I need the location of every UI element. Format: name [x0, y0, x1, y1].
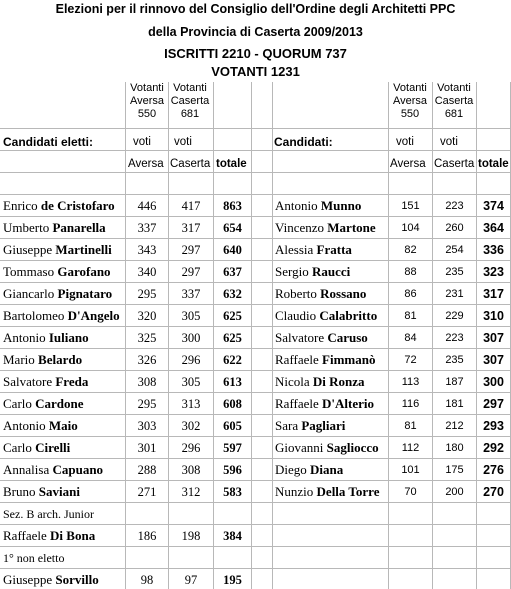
votes-caserta: 254: [445, 244, 464, 256]
grid-horizontal-line: [0, 128, 511, 129]
candidate-first-name: Bruno: [3, 484, 39, 499]
grid-horizontal-line: [0, 348, 511, 349]
votes-aversa: 320: [137, 309, 157, 323]
votes-aversa: 303: [137, 419, 157, 433]
candidate-first-name: Tommaso: [3, 264, 58, 279]
votes-aversa: 70: [404, 486, 417, 498]
votes-aversa: 86: [404, 288, 417, 300]
votes-total: 276: [483, 463, 504, 477]
right-aversa-header-top: Votanti: [393, 82, 427, 94]
votes-caserta: 181: [445, 398, 464, 410]
votes-caserta: 302: [181, 419, 201, 433]
candidate-name: [3, 527, 95, 545]
votes-total: 292: [483, 441, 504, 455]
votes-total: 364: [483, 221, 504, 235]
candidate-last-name: Pagliari: [301, 418, 346, 433]
left-voti-1: voti: [133, 136, 151, 148]
candidate-name: [3, 483, 80, 501]
grid-horizontal-line: [0, 392, 511, 393]
candidate-first-name: Giuseppe: [3, 572, 56, 587]
candidate-last-name: Diana: [310, 462, 344, 477]
candidate-name: [275, 197, 361, 215]
title-line-1: Elezioni per il rinnovo del Consiglio dell'Ordine degli Architetti PPC: [55, 2, 456, 16]
votes-aversa: 295: [137, 287, 157, 301]
candidate-last-name: Freda: [55, 374, 89, 389]
votes-total: 336: [483, 243, 504, 257]
grid-horizontal-line: [0, 568, 511, 569]
votes-caserta: 200: [445, 486, 464, 498]
votes-caserta: 296: [181, 441, 201, 455]
candidate-name: [275, 241, 352, 259]
candidate-first-name: Nicola: [275, 374, 313, 389]
grid-horizontal-line: [0, 194, 511, 195]
candidate-last-name: Garofano: [57, 264, 111, 279]
candidate-last-name: Della Torre: [316, 484, 380, 499]
candidate-name: [3, 351, 82, 369]
votes-total: 640: [223, 243, 242, 257]
votes-aversa: 81: [404, 420, 417, 432]
votes-total: 625: [223, 309, 242, 323]
candidate-first-name: Raffaele: [275, 352, 323, 367]
votes-aversa: 72: [404, 354, 417, 366]
votes-caserta: 297: [181, 243, 201, 257]
candidate-last-name: Panarella: [52, 220, 106, 235]
votes-total: 605: [223, 419, 242, 433]
candidate-last-name: Fratta: [316, 242, 352, 257]
votes-aversa: 446: [137, 199, 157, 213]
grid-horizontal-line: [0, 260, 511, 261]
candidate-last-name: Di Ronza: [312, 374, 365, 389]
votes-total: 293: [483, 419, 504, 433]
votes-aversa: 325: [137, 331, 157, 345]
votes-total: 300: [483, 375, 504, 389]
candidate-name: [275, 219, 376, 237]
votes-caserta: 175: [445, 464, 464, 476]
votes-aversa: 88: [404, 266, 417, 278]
candidate-first-name: Salvatore: [275, 330, 328, 345]
candidate-first-name: Alessia: [275, 242, 317, 257]
grid-vertical-line: [251, 82, 252, 589]
votes-total: 637: [223, 265, 242, 279]
right-aversa-header: [389, 82, 431, 121]
left-caserta-header: [168, 82, 212, 121]
candidate-first-name: Antonio: [3, 418, 49, 433]
candidate-name: [275, 263, 350, 281]
candidate-name: [3, 571, 99, 589]
votes-total: 608: [223, 397, 242, 411]
candidate-first-name: Vincenzo: [275, 220, 328, 235]
votes-aversa: 337: [137, 221, 157, 235]
grid-horizontal-line: [0, 326, 511, 327]
candidate-name: [3, 461, 103, 479]
votes-caserta: 198: [181, 529, 201, 543]
votes-aversa: 271: [137, 485, 157, 499]
candidate-last-name: Saviani: [38, 484, 80, 499]
candidate-name: [3, 417, 78, 435]
votes-caserta: 229: [445, 310, 464, 322]
votes-caserta: 305: [181, 309, 201, 323]
candidate-name: [3, 285, 112, 303]
votes-aversa: 326: [137, 353, 157, 367]
candidate-last-name: Iuliano: [48, 330, 89, 345]
candidate-last-name: Sagliocco: [326, 440, 379, 455]
right-caserta-label: Caserta: [434, 158, 475, 170]
candidate-last-name: Di Bona: [50, 528, 96, 543]
votes-caserta: 313: [181, 397, 201, 411]
candidate-name: [275, 285, 366, 303]
votes-caserta: 308: [181, 463, 201, 477]
votes-caserta: 212: [445, 420, 464, 432]
left-aversa-header-mid: Aversa: [129, 95, 165, 107]
candidate-name: [3, 329, 89, 347]
votes-total: 597: [223, 441, 242, 455]
candidate-name: [3, 263, 111, 281]
votes-total: 622: [223, 353, 242, 367]
candidate-last-name: Cirelli: [35, 440, 71, 455]
right-caserta-header-mid: Caserta: [434, 95, 474, 107]
votes-aversa: 112: [401, 442, 420, 454]
candidate-name: [3, 197, 115, 215]
candidate-first-name: Raffaele: [3, 528, 51, 543]
candidate-name: [275, 351, 376, 369]
candidate-name: [275, 483, 379, 501]
candidate-name: [275, 373, 365, 391]
votes-aversa: 116: [401, 398, 420, 410]
grid-horizontal-line: [0, 458, 511, 459]
votes-aversa: 288: [137, 463, 157, 477]
left-caserta-label: Caserta: [170, 158, 211, 170]
candidate-first-name: Nunzio: [275, 484, 317, 499]
candidate-first-name: Mario: [3, 352, 39, 367]
candidate-first-name: Carlo: [3, 440, 36, 455]
candidate-first-name: Sergio: [275, 264, 312, 279]
votes-caserta: 317: [181, 221, 201, 235]
grid-horizontal-line: [0, 546, 511, 547]
votes-caserta: 97: [184, 573, 198, 587]
right-section-label: Candidati:: [274, 135, 333, 149]
votes-aversa: 295: [137, 397, 157, 411]
candidate-name: [3, 219, 106, 237]
votes-caserta: 312: [181, 485, 201, 499]
right-caserta-header-top: Votanti: [437, 82, 471, 94]
votes-total: 625: [223, 331, 242, 345]
votes-caserta: 417: [181, 199, 201, 213]
candidate-last-name: Belardo: [38, 352, 83, 367]
grid-horizontal-line: [0, 524, 511, 525]
left-caserta-header-top: Votanti: [173, 82, 207, 94]
left-caserta-header-mid: Caserta: [170, 95, 210, 107]
left-aversa-header-num: 550: [137, 108, 157, 120]
iscritti-quorum: ISCRITTI 2210 - QUORUM 737: [164, 46, 347, 61]
votes-caserta: 296: [181, 353, 201, 367]
votes-caserta: 300: [181, 331, 201, 345]
right-voti-1: voti: [396, 136, 414, 148]
grid-horizontal-line: [0, 282, 511, 283]
candidate-name: [275, 417, 345, 435]
votes-total: 323: [483, 265, 504, 279]
candidate-last-name: de Cristofaro: [40, 198, 115, 213]
votes-caserta: 235: [445, 354, 464, 366]
non-eletto-label: 1° non eletto: [3, 551, 65, 565]
left-aversa-header: [127, 82, 167, 121]
candidate-last-name: D'Alterio: [322, 396, 375, 411]
right-aversa-label: Aversa: [390, 158, 426, 170]
votes-caserta: 337: [181, 287, 201, 301]
right-caserta-header-num: 681: [444, 108, 464, 120]
votes-total: 583: [223, 485, 242, 499]
grid-horizontal-line: [0, 238, 511, 239]
candidate-first-name: Bartolomeo: [3, 308, 68, 323]
candidate-last-name: Fimmanò: [322, 352, 376, 367]
candidate-first-name: Enrico: [3, 198, 41, 213]
candidate-name: [275, 461, 343, 479]
grid-horizontal-line: [0, 502, 511, 503]
votes-caserta: 297: [181, 265, 201, 279]
candidate-first-name: Sara: [275, 418, 302, 433]
votes-total: 317: [483, 287, 504, 301]
candidate-last-name: Rossano: [320, 286, 367, 301]
votes-aversa: 343: [137, 243, 157, 257]
candidate-first-name: Carlo: [3, 396, 36, 411]
votes-total: 654: [223, 221, 242, 235]
candidate-name: [3, 439, 70, 457]
candidate-first-name: Salvatore: [3, 374, 56, 389]
votes-aversa: 308: [137, 375, 157, 389]
candidate-last-name: Capuano: [52, 462, 104, 477]
left-caserta-header-num: 681: [180, 108, 200, 120]
votes-aversa: 186: [137, 529, 157, 543]
votes-aversa: 84: [404, 332, 417, 344]
votes-total: 374: [483, 199, 504, 213]
candidate-first-name: Umberto: [3, 220, 53, 235]
right-voti-2: voti: [440, 136, 458, 148]
candidate-first-name: Roberto: [275, 286, 321, 301]
candidate-last-name: Caruso: [327, 330, 368, 345]
grid-horizontal-line: [0, 436, 511, 437]
votes-aversa: 113: [401, 376, 420, 388]
votes-caserta: 305: [181, 375, 201, 389]
candidate-first-name: Annalisa: [3, 462, 53, 477]
title-line-2: della Provincia di Caserta 2009/2013: [148, 25, 363, 39]
votes-caserta: 231: [445, 288, 464, 300]
candidate-name: [275, 439, 379, 457]
votes-total: 596: [223, 463, 242, 477]
right-totale-label: totale: [478, 158, 509, 170]
candidate-first-name: Diego: [275, 462, 311, 477]
votes-total: 384: [223, 529, 242, 543]
left-aversa-header-top: Votanti: [130, 82, 164, 94]
candidate-last-name: D'Angelo: [67, 308, 120, 323]
votes-aversa: 101: [401, 464, 420, 476]
candidate-last-name: Martinelli: [55, 242, 112, 257]
votes-aversa: 82: [404, 244, 417, 256]
candidate-name: [275, 329, 368, 347]
right-caserta-header: [433, 82, 475, 121]
candidate-last-name: Maio: [48, 418, 78, 433]
grid-horizontal-line: [0, 414, 511, 415]
votes-caserta: 187: [445, 376, 464, 388]
votanti-total: VOTANTI 1231: [211, 64, 300, 79]
grid-horizontal-line: [0, 370, 511, 371]
votes-caserta: 223: [445, 200, 464, 212]
votes-total: 307: [483, 331, 504, 345]
votes-total: 307: [483, 353, 504, 367]
candidate-last-name: Cardone: [35, 396, 84, 411]
votes-caserta: 223: [445, 332, 464, 344]
votes-total: 195: [223, 573, 242, 587]
left-section-label: Candidati eletti:: [3, 135, 94, 149]
left-aversa-label: Aversa: [128, 158, 164, 170]
candidate-last-name: Raucci: [311, 264, 351, 279]
candidate-last-name: Sorvillo: [55, 572, 99, 587]
votes-total: 632: [223, 287, 242, 301]
right-aversa-header-num: 550: [400, 108, 420, 120]
votes-total: 613: [223, 375, 242, 389]
left-totale-label: totale: [216, 158, 247, 170]
grid-horizontal-line: [0, 216, 511, 217]
candidate-last-name: Pignataro: [57, 286, 113, 301]
votes-total: 310: [483, 309, 504, 323]
votes-aversa: 340: [137, 265, 157, 279]
candidate-name: [3, 307, 120, 325]
candidate-first-name: Giuseppe: [3, 242, 56, 257]
grid-vertical-line: [272, 82, 273, 589]
votes-total: 863: [223, 199, 242, 213]
candidate-name: [275, 395, 374, 413]
candidate-first-name: Giancarlo: [3, 286, 58, 301]
candidate-first-name: Giovanni: [275, 440, 327, 455]
candidate-last-name: Munno: [320, 198, 362, 213]
candidate-first-name: Raffaele: [275, 396, 323, 411]
votes-caserta: 235: [445, 266, 464, 278]
candidate-name: [3, 241, 112, 259]
candidate-first-name: Claudio: [275, 308, 320, 323]
votes-aversa: 98: [140, 573, 154, 587]
right-aversa-header-mid: Aversa: [392, 95, 428, 107]
votes-aversa: 104: [401, 222, 420, 234]
candidate-name: [3, 395, 84, 413]
candidate-first-name: Antonio: [3, 330, 49, 345]
votes-caserta: 180: [445, 442, 464, 454]
junior-section-label: Sez. B arch. Junior: [3, 507, 94, 521]
left-voti-2: voti: [174, 136, 192, 148]
candidate-last-name: Martone: [327, 220, 376, 235]
votes-total: 270: [483, 485, 504, 499]
candidate-name: [3, 373, 88, 391]
votes-aversa: 301: [137, 441, 157, 455]
grid-horizontal-line: [0, 304, 511, 305]
votes-total: 297: [483, 397, 504, 411]
votes-aversa: 151: [401, 200, 420, 212]
candidate-first-name: Antonio: [275, 198, 321, 213]
votes-aversa: 81: [404, 310, 417, 322]
grid-horizontal-line: [0, 480, 511, 481]
candidate-last-name: Calabritto: [319, 308, 378, 323]
candidate-name: [275, 307, 377, 325]
votes-caserta: 260: [445, 222, 464, 234]
